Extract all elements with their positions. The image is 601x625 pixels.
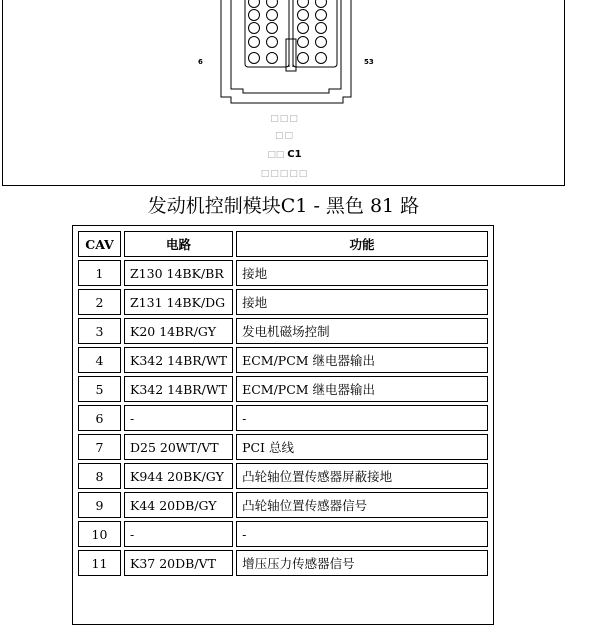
pin-cavity [249,23,260,34]
table-row [78,521,488,547]
pin-cavity [249,0,260,8]
pin-table-frame [72,225,494,625]
pin-cavity [316,10,327,21]
table-row [78,376,488,402]
pin-cavity [298,37,309,48]
table-row [78,260,488,286]
table-header-row [78,231,488,257]
pin-cavity [298,23,309,34]
cav-cell: 3 [78,318,121,344]
pin-cavity [267,37,278,48]
function-cell: 增压压力传感器信号 [236,550,488,576]
cav-cell: 4 [78,347,121,373]
circuit-cell: K20 14BR/GY [124,318,233,344]
header-circuit: 电路 [124,231,233,257]
cavity-block-right [293,0,337,67]
cav-cell: 10 [78,521,121,547]
figure-label-line-4: □□□□□ [260,169,309,179]
header-cav: CAV [78,231,121,257]
cav-cell: 7 [78,434,121,460]
circuit-cell: K944 20BK/GY [124,463,233,489]
pin-cavity [316,23,327,34]
table-row [78,463,488,489]
circuit-cell: K37 20DB/VT [124,550,233,576]
circuit-cell: K44 20DB/GY [124,492,233,518]
pin-cavity [316,0,327,8]
cav-cell: 6 [78,405,121,431]
table-row [78,289,488,315]
table-row [78,434,488,460]
figure-label-line-1: □□□ [270,114,299,124]
function-cell: 凸轮轴位置传感器屏蔽接地 [236,463,488,489]
circuit-cell: - [124,521,233,547]
figure-label-prefix: □□ [267,150,285,160]
pin-cavity [249,53,260,64]
cav-cell: 1 [78,260,121,286]
cav-cell: 8 [78,463,121,489]
circuit-cell: Z130 14BK/BR [124,260,233,286]
function-cell: PCI 总线 [236,434,488,460]
circuit-cell: K342 14BR/WT [124,347,233,373]
pin-number-right: 53 [364,58,374,66]
table-row [78,318,488,344]
table-row [78,550,488,576]
function-cell: ECM/PCM 继电器输出 [236,347,488,373]
table-row [78,405,488,431]
pin-cavity [298,10,309,21]
pin-cavity [298,0,309,8]
pin-cavity [249,37,260,48]
figure-label-line-3 [3,149,566,160]
connector-figure [2,0,565,186]
function-cell: 接地 [236,260,488,286]
pin-table [75,228,491,579]
cav-cell: 2 [78,289,121,315]
function-cell: 发电机磁场控制 [236,318,488,344]
function-cell: - [236,521,488,547]
pin-cavity [249,10,260,21]
pin-cavity [267,53,278,64]
pin-cavity [267,10,278,21]
cav-cell: 5 [78,376,121,402]
figure-label-line-2: □□ [274,131,294,141]
table-row [78,492,488,518]
circuit-cell: Z131 14BK/DG [124,289,233,315]
pin-number-left: 6 [198,58,203,66]
function-cell: 凸轮轴位置传感器信号 [236,492,488,518]
pin-cavity [316,53,327,64]
cav-cell: 11 [78,550,121,576]
pin-cavity [298,53,309,64]
pin-cavity [267,0,278,8]
connector-id: C1 [287,149,302,160]
function-cell: 接地 [236,289,488,315]
connector-caption: 发动机控制模块C1 - 黑色 81 路 [147,195,420,217]
pin-cavity [267,23,278,34]
header-function: 功能 [236,231,488,257]
circuit-cell: D25 20WT/VT [124,434,233,460]
circuit-cell: - [124,405,233,431]
table-row [78,347,488,373]
function-cell: - [236,405,488,431]
cav-cell: 9 [78,492,121,518]
pin-cavity [316,37,327,48]
circuit-cell: K342 14BR/WT [124,376,233,402]
function-cell: ECM/PCM 继电器输出 [236,376,488,402]
